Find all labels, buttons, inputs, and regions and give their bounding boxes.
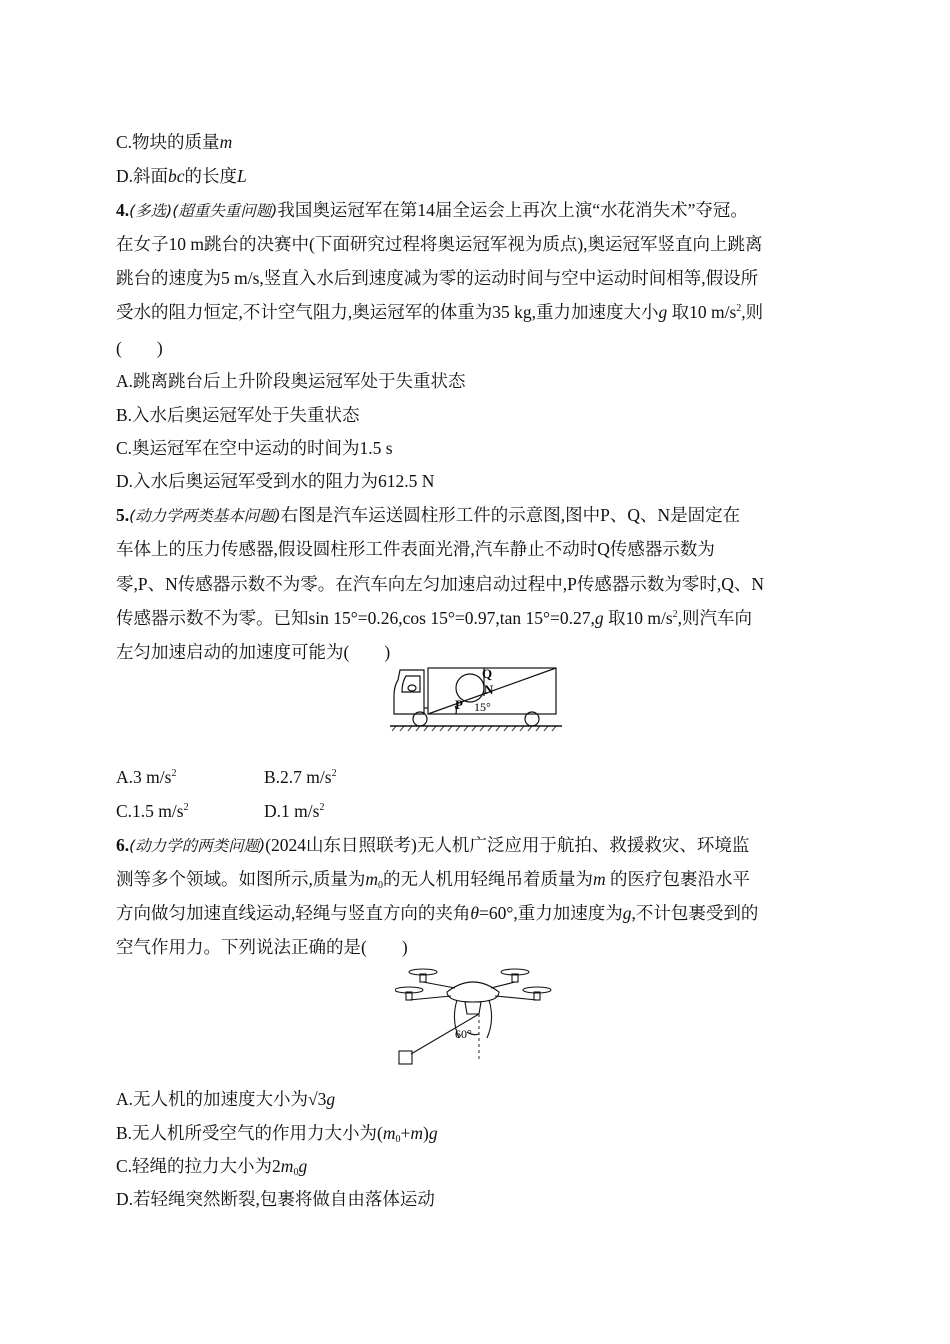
landing-leg-right: [487, 1000, 492, 1038]
q4-line4: 受水的阻力恒定,不计空气阻力,奥运冠军的体重为35 kg,重力加速度大小g 取10 $m/s^2$,则: [116, 302, 764, 322]
q4-line1: 4.(多选)(超重失重问题)我国奥运冠军在第14届全运会上再次上演“水花消失术”夺冠。: [116, 200, 748, 220]
q5-line2: 车体上的压力传感器,假设圆柱形工件表面光滑,汽车静止不动时Q传感器示数为: [116, 539, 715, 559]
q4-option-a: A.跳离跳台后上升阶段奥运冠军处于失重状态: [116, 371, 466, 391]
label-p: P: [455, 697, 463, 712]
q6-line3: 方向做匀加速直线运动,轻绳与竖直方向的夹角θ=60°,重力加速度为g,不计包裹受到的: [116, 903, 759, 923]
q6-line2: 测等多个领域。如图所示,质量为$m_0$的无人机用轻绳吊着质量为m 的医疗包裹沿水平: [116, 869, 751, 891]
label-q: Q: [482, 666, 493, 681]
prev-option-c: C.物块的质量m: [116, 132, 233, 152]
q4-line3: 跳台的速度为5 m/s,竖直入水后到速度减为零的运动时间与空中运动时间相等,假设所: [116, 268, 759, 288]
q4-option-d: D.入水后奥运冠军受到水的阻力为612.5 N: [116, 471, 435, 491]
label-angle-15: 15°: [474, 700, 491, 714]
truck-mirror: [408, 685, 416, 691]
q5-line3: 零,P、N传感器示数不为零。在汽车向左匀加速启动过程中,P传感器示数为零时,Q、N: [116, 574, 765, 594]
drone-body: [447, 982, 499, 1002]
truck-figure: [386, 664, 562, 734]
q6-option-b: B.无人机所受空气的作用力大小为$(m_0+m)g$: [116, 1123, 438, 1145]
q4-answer-blank: ( ): [116, 338, 163, 358]
q6-option-c: C.轻绳的拉力大小为$2m_0g$: [116, 1156, 308, 1178]
q6-line1: 6.(动力学的两类问题)(2024山东日照联考)无人机广泛应用于航拍、救援救灾、环境监: [116, 835, 750, 855]
q4-option-b: B.入水后奥运冠军处于失重状态: [116, 405, 360, 425]
q5-options-cd: C.1.5 $m/s^2$ D.1 $m/s^2$: [116, 801, 325, 821]
prev-option-d: D.斜面bc的长度L: [116, 166, 247, 186]
q4-line2: 在女子10 m跳台的决赛中(下面研究过程将奥运冠军视为质点),奥运冠军竖直向上跳离: [116, 234, 763, 254]
q5-line5: 左匀加速启动的加速度可能为( ): [116, 642, 391, 662]
medical-package: [399, 1051, 412, 1064]
q4-option-c: C.奥运冠军在空中运动的时间为1.5 s: [116, 438, 393, 458]
q5-line1: 5.(动力学两类基本问题)右图是汽车运送圆柱形工件的示意图,图中P、Q、N是固定在: [116, 505, 741, 525]
q6-option-d: D.若轻绳突然断裂,包裹将做自由落体运动: [116, 1189, 435, 1209]
q5-line4: 传感器示数不为零。已知sin 15°=0.26,cos 15°=0.97,tan 15°=0.27,g 取10 $m/s^2$,则汽车向: [116, 608, 753, 628]
q6-option-a: A.无人机的加速度大小为√3g: [116, 1089, 336, 1109]
q6-line4: 空气作用力。下列说法正确的是( ): [116, 937, 408, 957]
drone-camera: [465, 1002, 481, 1014]
q5-options-ab: A.3 $m/s^2$ B.2.7 $m/s^2$: [116, 767, 337, 787]
truck-window: [402, 676, 420, 692]
label-n: N: [484, 682, 494, 697]
drone-figure: [395, 962, 555, 1072]
label-angle-60: 60°: [455, 1027, 472, 1041]
